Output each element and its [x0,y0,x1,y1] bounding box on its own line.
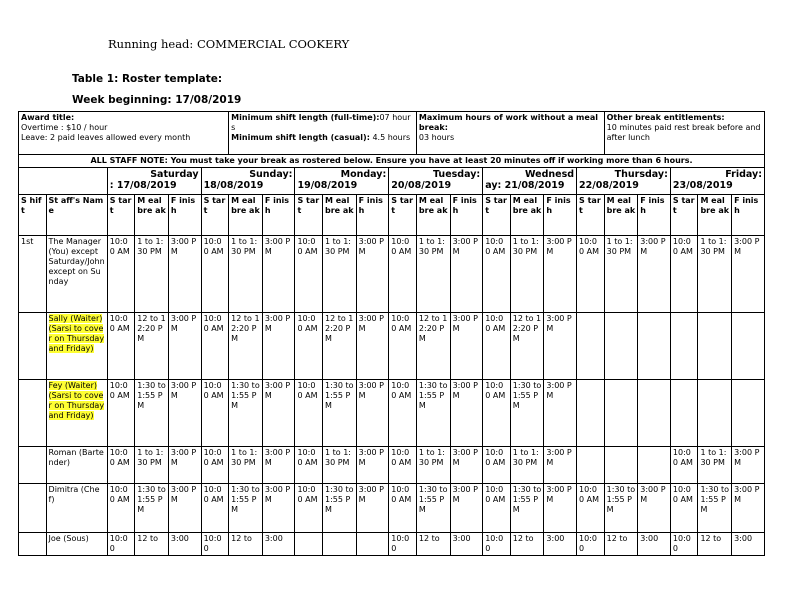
finish-time-cell: 3:00 PM [262,447,295,484]
meal-time-cell: 12 to [135,533,169,556]
staff-note: ALL STAFF NOTE: You must take your break as rostered below. Ensure you have at least 20 minutes off if working more than 6 hours. [19,155,765,168]
start-time-cell: 10:00 AM [577,484,605,533]
finish-header: F inis h [356,195,389,236]
start-header: S tart [577,195,605,236]
start-time-cell: 10:00 [483,533,511,556]
start-time-cell: 10:00 AM [295,447,323,484]
award-cell [19,112,229,155]
day-date: 22/08/2019 [579,180,639,191]
table-title: Table 1: Roster template: [72,73,223,85]
meal-time-cell [323,533,357,556]
meal-time-cell: 12 to [698,533,732,556]
start-time-cell: 10:00 AM [201,313,229,380]
start-time-cell: 10:00 AM [107,380,135,447]
day-name: Tuesday: [433,169,481,180]
meal-header: M eal bre ak [510,195,544,236]
meal-time-cell: 1:30 to 1:55 PM [323,484,357,533]
finish-time-cell: 3:00 PM [544,484,577,533]
week-beginning: Week beginning: 17/08/2019 [72,94,242,106]
finish-time-cell: 3:00 PM [262,380,295,447]
start-time-cell [577,447,605,484]
start-time-cell: 10:00 AM [389,380,417,447]
meal-time-cell: 1:30 to 1:55 PM [135,380,169,447]
table-row [19,484,765,533]
finish-time-cell [732,313,765,380]
min-shift-cell [229,112,417,155]
finish-time-cell: 3:00 PM [262,236,295,313]
award-title-label: Award title: [21,113,75,122]
finish-time-cell: 3:00 PM [638,484,671,533]
start-header: S tart [670,195,698,236]
finish-time-cell: 3:00 [544,533,577,556]
meal-time-cell [604,313,638,380]
start-time-cell: 10:00 AM [483,380,511,447]
table-row [19,313,765,380]
staff-name: The Manager (You) except Saturday/John except on Sunday [48,237,105,286]
finish-time-cell: 3:00 PM [168,236,201,313]
day-header-sat [107,168,201,195]
start-time-cell: 10:00 AM [201,447,229,484]
start-time-cell: 10:00 AM [295,236,323,313]
meal-time-cell: 1 to 1:30 PM [323,447,357,484]
start-time-cell: 10:00 AM [107,484,135,533]
finish-header: F inis h [168,195,201,236]
meal-time-cell: 1:30 to 1:55 PM [135,484,169,533]
finish-time-cell: 3:00 PM [638,236,671,313]
start-time-cell: 10:00 [670,533,698,556]
day-date: 23/08/2019 [672,180,733,191]
staff-name-header: St aff's Name [46,195,107,236]
shift-cell [19,380,47,447]
meal-time-cell: 1 to 1:30 PM [698,236,732,313]
finish-time-cell: 3:00 PM [544,380,577,447]
meal-header: M eal bre ak [135,195,169,236]
max-hours-label: Maximum hours of work without a meal break: [418,113,598,132]
start-header: S tart [201,195,229,236]
shift-header: S hift [19,195,47,236]
day-name: Sunday: [249,169,293,180]
staff-name: Roman (Bartender) [48,448,104,467]
finish-time-cell: 3:00 PM [356,313,389,380]
day-header-sun [201,168,295,195]
finish-time-cell: 3:00 PM [262,313,295,380]
meal-time-cell: 12 to 12:20 PM [323,313,357,380]
finish-header: F inis h [262,195,295,236]
meal-time-cell: 12 to [510,533,544,556]
day-name: Monday: [340,169,387,180]
staff-note-row [19,155,765,168]
finish-time-cell [638,380,671,447]
finish-time-cell: 3:00 PM [356,484,389,533]
finish-time-cell: 3:00 PM [168,380,201,447]
finish-time-cell: 3:00 [638,533,671,556]
start-time-cell: 10:00 [107,533,135,556]
start-time-cell: 10:00 AM [670,236,698,313]
meal-time-cell: 12 to [416,533,450,556]
meal-header: M eal bre ak [323,195,357,236]
staff-name-cell [46,236,107,313]
meal-time-cell [604,380,638,447]
meal-time-cell: 1:30 to 1:55 PM [229,484,263,533]
shift-cell: 1st [19,236,47,313]
start-time-cell [670,380,698,447]
staff-name: Fey (Waiter) (Sarsi to cover on Thursday and Friday) [48,381,105,420]
meal-time-cell: 1 to 1:30 PM [416,236,450,313]
day-header-mon [295,168,389,195]
staff-name-cell [46,380,107,447]
shift-cell [19,533,47,556]
finish-time-cell: 3:00 PM [450,380,483,447]
leave-text: Leave: 2 paid leaves allowed every month [21,133,191,142]
meal-time-cell: 12 to 12:20 PM [416,313,450,380]
staff-name-cell [46,313,107,380]
finish-time-cell [638,313,671,380]
finish-time-cell: 3:00 PM [450,447,483,484]
finish-time-cell: 3:00 PM [450,484,483,533]
meal-header: M eal bre ak [416,195,450,236]
min-shift-full-value: 07 hours [231,113,411,132]
finish-header: F inis h [732,195,765,236]
finish-time-cell [732,380,765,447]
finish-time-cell: 3:00 [450,533,483,556]
finish-time-cell: 3:00 PM [732,484,765,533]
start-time-cell [295,533,323,556]
meal-time-cell: 1 to 1:30 PM [135,447,169,484]
day-header-row [19,168,765,195]
meal-time-cell: 1:30 to 1:55 PM [416,380,450,447]
finish-time-cell [638,447,671,484]
max-hours-value: 03 hours [418,133,455,142]
meal-time-cell: 1 to 1:30 PM [229,447,263,484]
meal-time-cell: 1:30 to 1:55 PM [416,484,450,533]
start-time-cell: 10:00 AM [201,484,229,533]
staff-name-cell [46,447,107,484]
start-time-cell: 10:00 [389,533,417,556]
finish-header: F inis h [544,195,577,236]
finish-time-cell: 3:00 PM [544,313,577,380]
start-time-cell: 10:00 [577,533,605,556]
day-date: 19/08/2019 [297,180,358,191]
start-time-cell: 10:00 AM [670,484,698,533]
meal-time-cell [698,313,732,380]
finish-time-cell [356,533,389,556]
start-time-cell: 10:00 AM [389,447,417,484]
start-time-cell: 10:00 AM [107,236,135,313]
finish-time-cell: 3:00 PM [732,447,765,484]
finish-time-cell: 3:00 PM [544,236,577,313]
day-date: : 17/08/2019 [109,180,177,191]
overtime-text: Overtime : $10 / hour [21,123,108,132]
day-date: 18/08/2019 [203,180,264,191]
meal-time-cell: 1:30 to 1:55 PM [323,380,357,447]
finish-time-cell: 3:00 PM [450,313,483,380]
other-break-cell [604,112,764,155]
meal-time-cell: 1:30 to 1:55 PM [510,484,544,533]
shift-cell [19,313,47,380]
column-header-row [19,195,765,236]
start-time-cell: 10:00 AM [295,484,323,533]
day-header-fri [670,168,764,195]
finish-time-cell: 3:00 PM [450,236,483,313]
meal-time-cell: 1:30 to 1:55 PM [510,380,544,447]
start-time-cell: 10:00 AM [389,313,417,380]
meal-time-cell: 12 to 12:20 PM [229,313,263,380]
roster-table-frame [18,111,765,553]
staff-name-cell [46,484,107,533]
info-row [19,112,765,155]
table-row [19,533,765,556]
start-time-cell: 10:00 AM [483,236,511,313]
day-name: Friday: [725,169,762,180]
meal-header: M eal bre ak [604,195,638,236]
start-time-cell [577,380,605,447]
start-header: S tart [389,195,417,236]
meal-time-cell: 1:30 to 1:55 PM [698,484,732,533]
meal-time-cell: 1 to 1:30 PM [604,236,638,313]
meal-time-cell [698,380,732,447]
max-hours-cell [416,112,604,155]
staff-name: Joe (Sous) [48,534,89,543]
finish-time-cell: 3:00 PM [168,484,201,533]
meal-time-cell: 12 to 12:20 PM [135,313,169,380]
finish-header: F inis h [638,195,671,236]
start-time-cell: 10:00 [201,533,229,556]
finish-time-cell: 3:00 [262,533,295,556]
start-header: S tart [483,195,511,236]
finish-time-cell: 3:00 PM [356,447,389,484]
finish-time-cell: 3:00 [168,533,201,556]
start-time-cell: 10:00 AM [670,447,698,484]
meal-header: M eal bre ak [698,195,732,236]
day-header-tue [389,168,483,195]
staff-name-cell [46,533,107,556]
finish-time-cell: 3:00 PM [732,236,765,313]
meal-time-cell: 1 to 1:30 PM [229,236,263,313]
finish-time-cell: 3:00 PM [168,447,201,484]
start-header: S tart [295,195,323,236]
day-header-blank [19,168,108,195]
start-time-cell: 10:00 AM [295,313,323,380]
start-time-cell: 10:00 AM [577,236,605,313]
meal-header: M eal bre ak [229,195,263,236]
finish-time-cell: 3:00 PM [356,380,389,447]
start-time-cell: 10:00 AM [389,484,417,533]
start-time-cell: 10:00 AM [201,380,229,447]
day-name: Wednesd [525,169,575,180]
finish-header: F inis h [450,195,483,236]
day-date: ay: 21/08/2019 [485,180,565,191]
finish-time-cell: 3:00 [732,533,765,556]
meal-time-cell: 1:30 to 1:55 PM [604,484,638,533]
start-time-cell [577,313,605,380]
min-shift-casual-value: 4.5 hours [372,133,411,142]
start-time-cell: 10:00 AM [107,313,135,380]
start-time-cell: 10:00 AM [107,447,135,484]
start-time-cell: 10:00 AM [483,313,511,380]
meal-time-cell: 1 to 1:30 PM [135,236,169,313]
meal-time-cell: 1 to 1:30 PM [323,236,357,313]
min-shift-full-label: Minimum shift length (full-time): [231,113,380,122]
other-break-label: Other break entitlements: [606,113,725,122]
start-time-cell: 10:00 AM [483,484,511,533]
table-row [19,380,765,447]
start-header: S tart [107,195,135,236]
table-row [19,236,765,313]
start-time-cell: 10:00 AM [389,236,417,313]
start-time-cell [670,313,698,380]
start-time-cell: 10:00 AM [295,380,323,447]
start-time-cell: 10:00 AM [483,447,511,484]
shift-cell [19,447,47,484]
day-date: 20/08/2019 [391,180,452,191]
table-row [19,447,765,484]
finish-time-cell: 3:00 PM [168,313,201,380]
meal-time-cell [604,447,638,484]
day-header-wed [483,168,577,195]
roster-table [18,111,765,556]
other-break-value: 10 minutes paid rest break before and after lunch [606,123,761,142]
day-name: Thursday: [614,169,668,180]
meal-time-cell: 1 to 1:30 PM [510,236,544,313]
start-time-cell: 10:00 AM [201,236,229,313]
meal-time-cell: 12 to [229,533,263,556]
staff-name: Sally (Waiter) (Sarsi to cover on Thursday and Friday) [48,314,105,353]
meal-time-cell: 12 to [604,533,638,556]
finish-time-cell: 3:00 PM [262,484,295,533]
meal-time-cell: 12 to 12:20 PM [510,313,544,380]
meal-time-cell: 1 to 1:30 PM [510,447,544,484]
running-head: Running head: COMMERCIAL COOKERY [108,37,350,51]
finish-time-cell: 3:00 PM [544,447,577,484]
finish-time-cell: 3:00 PM [356,236,389,313]
meal-time-cell: 1 to 1:30 PM [698,447,732,484]
meal-time-cell: 1 to 1:30 PM [416,447,450,484]
staff-name: Dimitra (Chef) [48,485,100,504]
day-header-thu [577,168,671,195]
day-name: Saturday [150,169,199,180]
meal-time-cell: 1:30 to 1:55 PM [229,380,263,447]
min-shift-casual-label: Minimum shift length (casual): [231,133,370,142]
shift-cell [19,484,47,533]
